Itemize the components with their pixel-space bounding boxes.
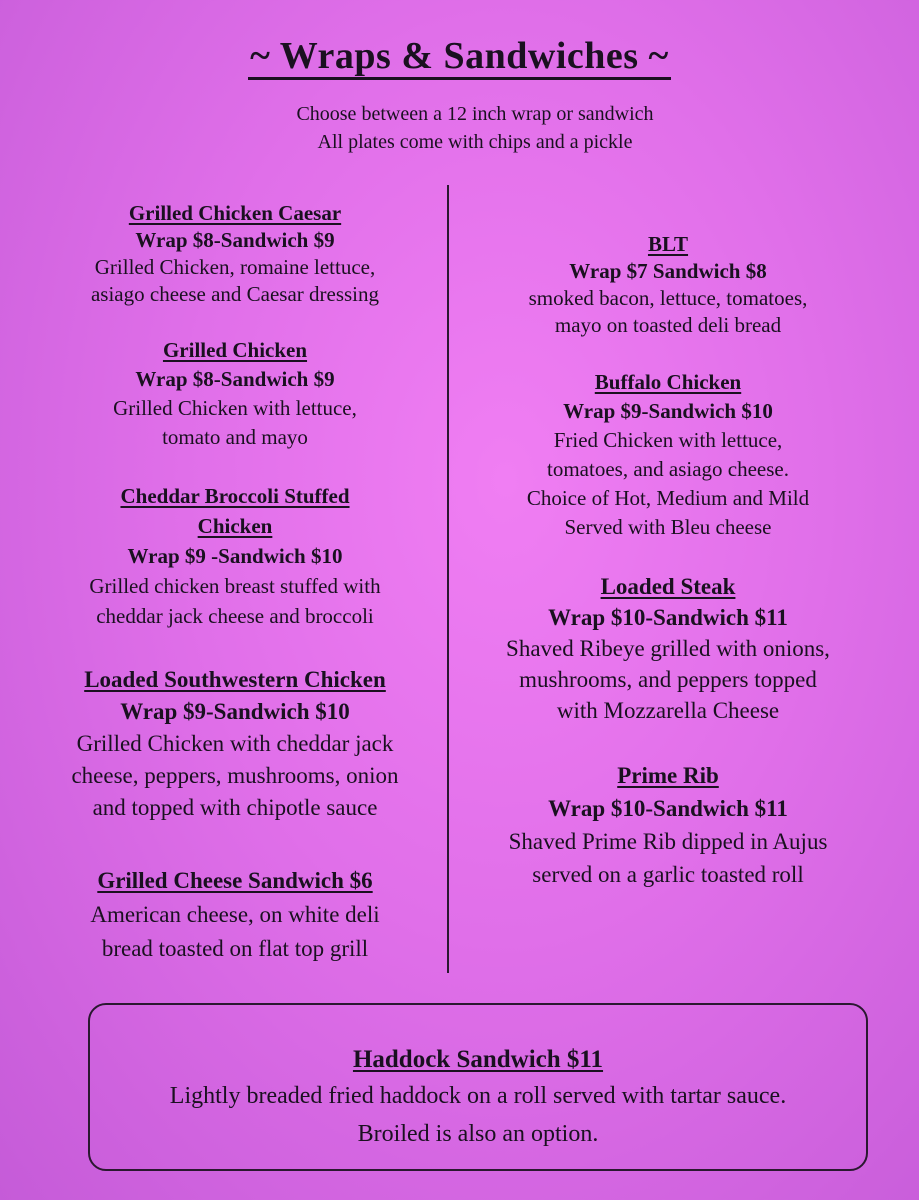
item-desc: and topped with chipotle sauce	[92, 795, 378, 820]
page-title	[0, 34, 919, 78]
menu-item-grilled-cheese-sandwich	[20, 864, 450, 966]
item-desc: with Mozzarella Cheese	[556, 698, 780, 723]
menu-item-grilled-chicken-caesar	[20, 200, 450, 308]
item-price: Wrap $10-Sandwich $11	[548, 796, 788, 821]
item-desc: served on a garlic toasted roll	[532, 862, 804, 887]
item-desc: bread toasted on flat top grill	[101, 936, 369, 961]
featured-item-name: Haddock Sandwich $11	[352, 1046, 604, 1073]
item-desc: American cheese, on white deli	[90, 902, 380, 927]
menu-item-prime-rib	[463, 759, 873, 891]
item-name: Loaded Southwestern Chicken	[84, 667, 386, 692]
item-desc: smoked bacon, lettuce, tomatoes,	[528, 286, 808, 310]
subtitle-line: All plates come with chips and a pickle	[317, 131, 633, 153]
item-name: Grilled Chicken	[162, 338, 308, 362]
item-name: Prime Rib	[617, 763, 719, 788]
item-desc: cheese, peppers, mushrooms, onion	[71, 763, 399, 788]
featured-item-box	[88, 1003, 868, 1171]
item-name: Loaded Steak	[600, 574, 736, 599]
menu-item-blt	[463, 231, 873, 339]
page-title-text: ~ Wraps & Sandwiches ~	[248, 35, 671, 80]
menu-item-buffalo-chicken	[463, 368, 873, 542]
item-desc: Shaved Prime Rib dipped in Aujus	[508, 829, 828, 854]
featured-item-desc: Broiled is also an option.	[357, 1121, 599, 1147]
item-price: Wrap $9 -Sandwich $10	[127, 544, 343, 568]
item-desc: mayo on toasted deli bread	[554, 313, 782, 337]
item-desc: Served with Bleu cheese	[564, 515, 772, 539]
item-price: Wrap $8-Sandwich $9	[135, 367, 335, 391]
item-desc: Grilled Chicken with cheddar jack	[76, 731, 394, 756]
item-desc: asiago cheese and Caesar dressing	[90, 282, 380, 306]
item-name: Cheddar Broccoli Stuffed	[120, 484, 350, 508]
subtitle-line: Choose between a 12 inch wrap or sandwich	[296, 103, 654, 125]
menu-item-grilled-chicken	[20, 336, 450, 452]
item-name: Grilled Chicken Caesar	[128, 201, 342, 225]
item-desc: Grilled chicken breast stuffed with	[89, 574, 381, 598]
item-name: Chicken	[197, 514, 273, 538]
item-desc: Shaved Ribeye grilled with onions,	[506, 636, 830, 661]
item-desc: tomato and mayo	[162, 425, 308, 449]
item-name: BLT	[647, 232, 689, 256]
menu-item-cheddar-broccoli-stuffed-chicken	[20, 481, 450, 631]
menu-item-loaded-steak	[463, 571, 873, 726]
item-desc: cheddar jack cheese and broccoli	[96, 604, 374, 628]
item-name: Buffalo Chicken	[594, 370, 742, 394]
item-desc: mushrooms, and peppers topped	[519, 667, 817, 692]
item-desc: Grilled Chicken with lettuce,	[113, 396, 357, 420]
item-price: Wrap $9-Sandwich $10	[563, 399, 773, 423]
menu-subtitle	[0, 100, 919, 156]
item-desc: tomatoes, and asiago cheese.	[547, 457, 789, 481]
item-price: Wrap $9-Sandwich $10	[120, 699, 350, 724]
menu-item-loaded-southwestern-chicken	[20, 664, 450, 824]
item-price: Wrap $10-Sandwich $11	[548, 605, 788, 630]
item-price: Wrap $7 Sandwich $8	[569, 259, 767, 283]
item-desc: Fried Chicken with lettuce,	[553, 428, 783, 452]
item-name: Grilled Cheese Sandwich $6	[97, 868, 373, 893]
item-desc: Grilled Chicken, romaine lettuce,	[94, 255, 376, 279]
item-desc: Choice of Hot, Medium and Mild	[526, 486, 810, 510]
item-price: Wrap $8-Sandwich $9	[135, 228, 335, 252]
featured-item-desc: Lightly breaded fried haddock on a roll served with tartar sauce.	[169, 1083, 787, 1109]
